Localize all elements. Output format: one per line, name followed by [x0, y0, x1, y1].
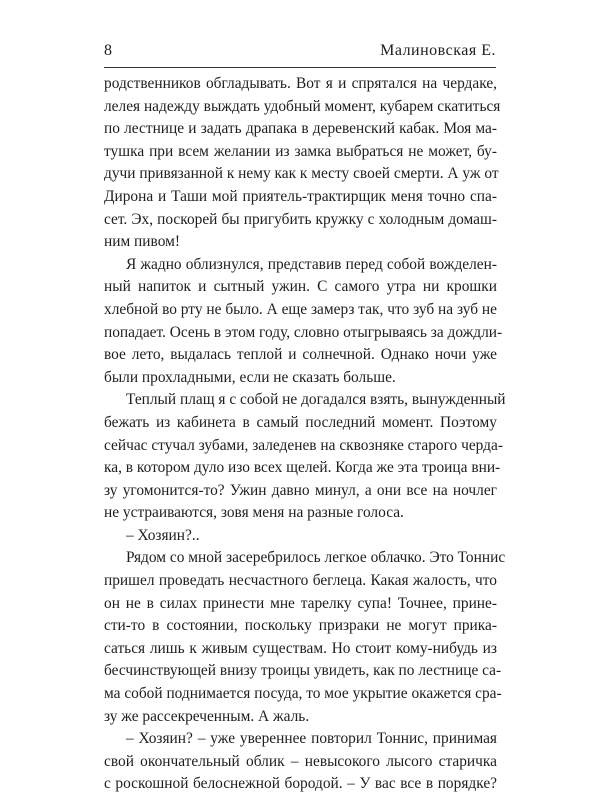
- text-line: – Хозяин?..: [126, 526, 200, 544]
- text-line: ный напиток и сытный ужин. С самого утра ни крошки: [104, 278, 497, 296]
- text-line: Я жадно облизнулся, представив перед собой вожделен-: [126, 255, 497, 273]
- text-line: с роскошной белоснежной бородой. – У вас все в порядке?: [104, 775, 497, 793]
- text-line: он не в силах принести мне тарелку супа! Точнее, прине-: [104, 594, 497, 612]
- text-line: свой окончательный облик – невысокого лысого старичка: [104, 752, 497, 770]
- text-line: Рядом со мной засеребрилось легкое облачко. Это Тоннис: [126, 549, 506, 567]
- text-line: дучи привязанной к нему как к месту своей смерти. А уж от: [104, 165, 499, 183]
- running-head: [104, 41, 496, 68]
- text-line: сейчас стучал зубами, заледенев на сквозняке старого черда-: [104, 436, 503, 454]
- text-line: по лестнице и задать драпака в деревенский кабак. Моя ма-: [104, 120, 497, 138]
- text-line: были прохладными, если не сказать больше.: [104, 368, 396, 386]
- text-line: Дирона и Таши мой приятель-трактирщик меня точно спа-: [104, 187, 497, 205]
- body-text: [104, 73, 506, 796]
- text-line: тушка при всем желании из замка выбраться не может, бу-: [104, 142, 497, 160]
- text-line: ма собой поднимается посуда, то мое укрытие окажется сра-: [104, 685, 502, 703]
- page-number: 8: [104, 42, 112, 59]
- text-line: не устраиваются, зовя меня на разные голоса.: [104, 504, 404, 522]
- text-line: вое лето, выдалась теплой и солнечной. Однако ночи уже: [104, 346, 497, 364]
- text-line: пришел проведать несчастного беглеца. Какая жалость, что: [104, 572, 497, 590]
- text-line: Теплый плащ я с собой не догадался взять, вынужденный: [126, 391, 506, 409]
- text-line: сти-то в состоянии, поскольку призраки не могут прика-: [104, 617, 497, 635]
- text-line: зу же рассекреченным. А жаль.: [104, 707, 310, 725]
- text-line: – Хозяин? – уже увереннее повторил Тоннис, принимая: [126, 730, 497, 748]
- text-line: бежать из кабинета в самый последний момент. Поэтому: [104, 413, 497, 431]
- text-line: хлебной во рту не было. А еще замерз так, что зуб на зуб не: [104, 300, 497, 318]
- author-name: Малиновская Е.: [380, 42, 496, 59]
- text-line: лелея надежду выждать удобный момент, кубарем скатиться: [104, 97, 501, 115]
- text-line: ка, в котором дуло изо всех щелей. Когда же эта троица вни-: [104, 459, 501, 477]
- text-line: бесчинствующей внизу троицы увидеть, как по лестнице са-: [104, 662, 502, 680]
- text-line: родственников обгладывать. Вот я и спрятался на чердаке,: [104, 75, 497, 92]
- text-line: саться лишь к живым существам. Но стоит кому-нибудь из: [104, 639, 497, 657]
- text-line: попадает. Осень в этом году, словно отыгрываясь за дождли-: [104, 323, 503, 341]
- text-line: ним пивом!: [104, 233, 180, 251]
- text-line: сет. Эх, поскорей бы пригубить кружку с холодным домаш-: [104, 210, 497, 228]
- text-line: зу угомонится-то? Ужин давно минул, а они все на ночлег: [104, 481, 497, 499]
